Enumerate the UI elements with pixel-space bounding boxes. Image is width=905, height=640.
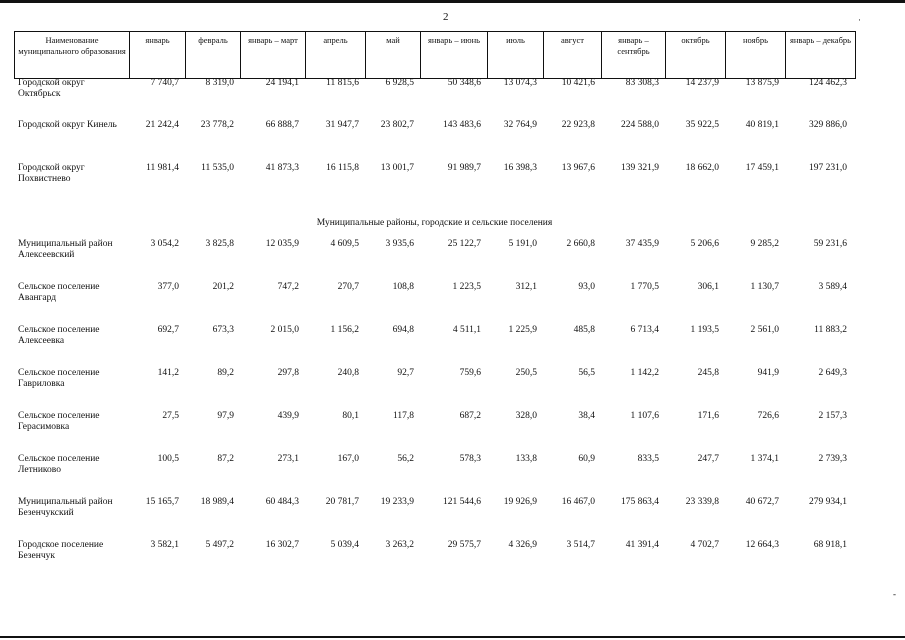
value-cell: 83 308,3 [625,78,659,88]
value-cell: 14 237,9 [685,78,719,88]
value-cell: 37 435,9 [625,239,659,249]
value-cell: 5 039,4 [330,540,359,550]
value-cell: 35 922,5 [685,120,719,130]
value-cell: 1 130,7 [750,282,779,292]
value-cell: 3 935,6 [385,239,414,249]
value-cell: 13 875,9 [745,78,779,88]
value-cell: 1 374,1 [750,454,779,464]
value-cell: 22 923,8 [561,120,595,130]
value-cell: 9 285,2 [750,239,779,249]
value-cell: 93,0 [578,282,595,292]
value-cell: 121 544,6 [443,497,481,507]
value-cell: 17 459,1 [745,163,779,173]
value-cell: 10 421,6 [561,78,595,88]
value-cell: 41 391,4 [625,540,659,550]
value-cell: 59 231,6 [813,239,847,249]
section-row [14,218,855,239]
header-month-column: ноябрь [726,32,786,79]
value-cell: 1 142,2 [630,368,659,378]
value-cell: 11 815,6 [326,78,359,88]
value-cell: 578,3 [459,454,481,464]
value-cell: 12 035,9 [265,239,299,249]
value-cell: 8 319,0 [205,78,234,88]
value-cell: 12 664,3 [745,540,779,550]
value-cell: 3 825,8 [205,239,234,249]
value-cell: 377,0 [157,282,179,292]
value-cell: 687,2 [459,411,481,421]
value-cell: 328,0 [515,411,537,421]
value-cell: 3 589,4 [818,282,847,292]
header-month-column: январь – сентябрь [602,32,666,79]
value-cell: 11 535,0 [201,163,234,173]
municipality-name: Сельское поселение Герасимовка [18,411,100,432]
table-row [14,454,855,497]
value-cell: 16 115,8 [326,163,359,173]
value-cell: 24 194,1 [265,78,299,88]
value-cell: 2 157,3 [818,411,847,421]
municipality-name: Муниципальный район Безенчукский [18,497,113,518]
value-cell: 1 193,5 [690,325,719,335]
value-cell: 3 514,7 [566,540,595,550]
value-cell: 1 156,2 [330,325,359,335]
value-cell: 5 497,2 [205,540,234,550]
header-month-column: январь – март [241,32,306,79]
value-cell: 16 302,7 [265,540,299,550]
value-cell: 167,0 [337,454,359,464]
value-cell: 60 484,3 [265,497,299,507]
municipality-name: Сельское поселение Гавриловка [18,368,100,389]
value-cell: 5 206,6 [690,239,719,249]
value-cell: 66 888,7 [265,120,299,130]
header-month-column: апрель [306,32,366,79]
value-cell: 329 886,0 [809,120,847,130]
value-cell: 4 702,7 [690,540,719,550]
value-cell: 31 947,7 [325,120,359,130]
value-cell: 13 001,7 [380,163,414,173]
value-cell: 941,9 [757,368,779,378]
value-cell: 40 672,7 [745,497,779,507]
value-cell: 3 582,1 [150,540,179,550]
table-row [14,540,855,583]
value-cell: 306,1 [697,282,719,292]
value-cell: 250,5 [515,368,537,378]
value-cell: 197 231,0 [809,163,847,173]
value-cell: 124 462,3 [809,78,847,88]
scan-speck: · [858,15,861,25]
value-cell: 485,8 [573,325,595,335]
municipality-name: Городской округ Кинель [18,120,117,130]
value-cell: 91 989,7 [447,163,481,173]
header-month-column: июль [488,32,544,79]
value-cell: 23 778,2 [200,120,234,130]
value-cell: 2 561,0 [750,325,779,335]
value-cell: 2 015,0 [270,325,299,335]
table-row [14,78,855,120]
table-row [14,239,855,282]
value-cell: 726,6 [757,411,779,421]
section-title: Муниципальные районы, городские и сельские поселения [316,218,553,228]
table-row [14,163,855,218]
value-cell: 27,5 [162,411,179,421]
value-cell: 7 740,7 [150,78,179,88]
value-cell: 240,8 [337,368,359,378]
value-cell: 92,7 [397,368,414,378]
table-row [14,282,855,325]
value-cell: 40 819,1 [745,120,779,130]
municipality-name: Городское поселение Безенчук [18,540,104,561]
value-cell: 108,8 [392,282,414,292]
value-cell: 32 764,9 [503,120,537,130]
value-cell: 56,2 [397,454,414,464]
value-cell: 694,8 [392,325,414,335]
value-cell: 747,2 [277,282,299,292]
municipality-name: Сельское поселение Авангард [18,282,100,303]
value-cell: 297,8 [277,368,299,378]
value-cell: 6 713,4 [630,325,659,335]
value-cell: 270,7 [337,282,359,292]
value-cell: 41 873,3 [265,163,299,173]
value-cell: 1 770,5 [630,282,659,292]
table-row [14,497,855,540]
value-cell: 133,8 [515,454,537,464]
value-cell: 245,8 [697,368,719,378]
municipality-name: Городской округ Похвистнево [18,163,85,184]
value-cell: 692,7 [157,325,179,335]
value-cell: 18 662,0 [685,163,719,173]
value-cell: 89,2 [217,368,234,378]
header-month-column: февраль [186,32,241,79]
value-cell: 117,8 [392,411,414,421]
value-cell: 2 739,3 [818,454,847,464]
value-cell: 11 981,4 [146,163,179,173]
value-cell: 279 934,1 [809,497,847,507]
value-cell: 4 609,5 [330,239,359,249]
value-cell: 60,9 [578,454,595,464]
value-cell: 833,5 [637,454,659,464]
value-cell: 224 588,0 [621,120,659,130]
scan-speck: - [893,589,896,599]
value-cell: 171,6 [697,411,719,421]
header-name-column: Наименование муниципального образования [15,32,130,79]
value-cell: 13 074,3 [503,78,537,88]
value-cell: 23 339,8 [685,497,719,507]
value-cell: 68 918,1 [813,540,847,550]
top-rule [0,0,905,3]
value-cell: 13 967,6 [561,163,595,173]
value-cell: 1 107,6 [630,411,659,421]
page-number: 2 [443,11,449,23]
header-month-column: январь – декабрь [786,32,856,79]
value-cell: 247,7 [697,454,719,464]
value-cell: 29 575,7 [447,540,481,550]
header-month-column: август [544,32,602,79]
value-cell: 19 233,9 [380,497,414,507]
value-cell: 139 321,9 [621,163,659,173]
value-cell: 20 781,7 [325,497,359,507]
value-cell: 1 223,5 [452,282,481,292]
value-cell: 56,5 [578,368,595,378]
value-cell: 1 225,9 [508,325,537,335]
header-month-column: октябрь [666,32,726,79]
value-cell: 2 649,3 [818,368,847,378]
value-cell: 4 511,1 [452,325,481,335]
value-cell: 19 926,9 [503,497,537,507]
value-cell: 23 802,7 [380,120,414,130]
value-cell: 16 398,3 [503,163,537,173]
table-row [14,325,855,368]
value-cell: 5 191,0 [508,239,537,249]
data-table [14,78,855,583]
municipality-name: Сельское поселение Алексеевка [18,325,100,346]
value-cell: 100,5 [157,454,179,464]
value-cell: 87,2 [217,454,234,464]
bottom-rule [0,636,905,638]
value-cell: 18 989,4 [200,497,234,507]
municipality-name: Городской округ Октябрьск [18,78,85,99]
municipality-name: Сельское поселение Летниково [18,454,100,475]
value-cell: 97,9 [217,411,234,421]
value-cell: 21 242,4 [145,120,179,130]
table-row [14,120,855,163]
value-cell: 273,1 [277,454,299,464]
header-month-column: май [366,32,421,79]
value-cell: 11 883,2 [814,325,847,335]
value-cell: 25 122,7 [447,239,481,249]
municipality-name: Муниципальный район Алексеевский [18,239,113,260]
header-month-column: январь – июнь [421,32,488,79]
value-cell: 312,1 [515,282,537,292]
value-cell: 38,4 [578,411,595,421]
value-cell: 175 863,4 [621,497,659,507]
value-cell: 759,6 [459,368,481,378]
value-cell: 50 348,6 [447,78,481,88]
value-cell: 439,9 [277,411,299,421]
value-cell: 6 928,5 [385,78,414,88]
value-cell: 15 165,7 [145,497,179,507]
table-row [14,411,855,454]
value-cell: 201,2 [212,282,234,292]
value-cell: 2 660,8 [566,239,595,249]
value-cell: 141,2 [157,368,179,378]
header-month-column: январь [130,32,186,79]
table-row [14,368,855,411]
table-header [14,31,856,79]
value-cell: 143 483,6 [443,120,481,130]
value-cell: 673,3 [212,325,234,335]
value-cell: 3 054,2 [150,239,179,249]
value-cell: 16 467,0 [561,497,595,507]
value-cell: 3 263,2 [385,540,414,550]
value-cell: 80,1 [342,411,359,421]
value-cell: 4 326,9 [508,540,537,550]
